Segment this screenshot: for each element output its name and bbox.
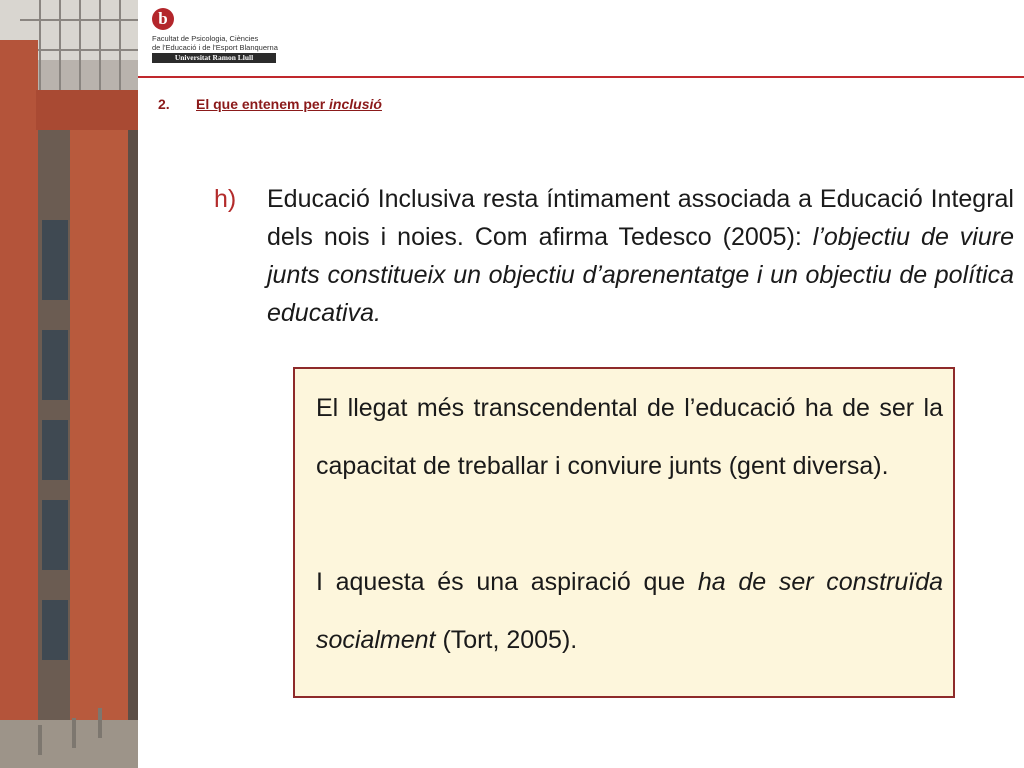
logo-line-2: de l'Educació i de l'Esport Blanquerna xyxy=(152,43,278,52)
quote-paragraph-1: El llegat més transcendental de l’educació ha de ser la capacitat de treballar i conviure junts (gent diversa). xyxy=(316,394,943,480)
logo-line-1: Facultat de Psicologia, Ciències xyxy=(152,34,259,43)
list-marker: h) xyxy=(214,185,237,213)
logo-bar: Universitat Ramon Llull xyxy=(152,53,276,63)
quote-p2-end: (Tort, 2005). xyxy=(435,626,578,654)
quote-p2-italic: ha de ser construïda socialment xyxy=(316,568,943,654)
section-title xyxy=(158,96,382,112)
paragraph-body xyxy=(267,180,1014,332)
section-title-plain: El que entenem per xyxy=(196,96,330,112)
quote-p2-plain: I aquesta és una aspiració que xyxy=(316,568,698,596)
paragraph-plain: Educació Inclusiva resta íntimament associada a Educació Integral dels nois i noies. Com afirma Tedesco (2005): xyxy=(267,185,1014,251)
section-title-text xyxy=(196,96,382,112)
paragraph-quote: l’objectiu de viure junts constitueix un objectiu d’aprenentatge i un objectiu de política educativa. xyxy=(267,223,1014,327)
section-number: 2. xyxy=(158,96,170,112)
section-title-italic: inclusió xyxy=(329,96,382,112)
university-logo xyxy=(152,8,282,66)
quote-box xyxy=(293,367,955,698)
logo-mark: b xyxy=(152,8,174,30)
header-rule xyxy=(138,76,1024,78)
building-photo xyxy=(0,0,138,768)
quote-paragraph-2 xyxy=(316,553,943,669)
